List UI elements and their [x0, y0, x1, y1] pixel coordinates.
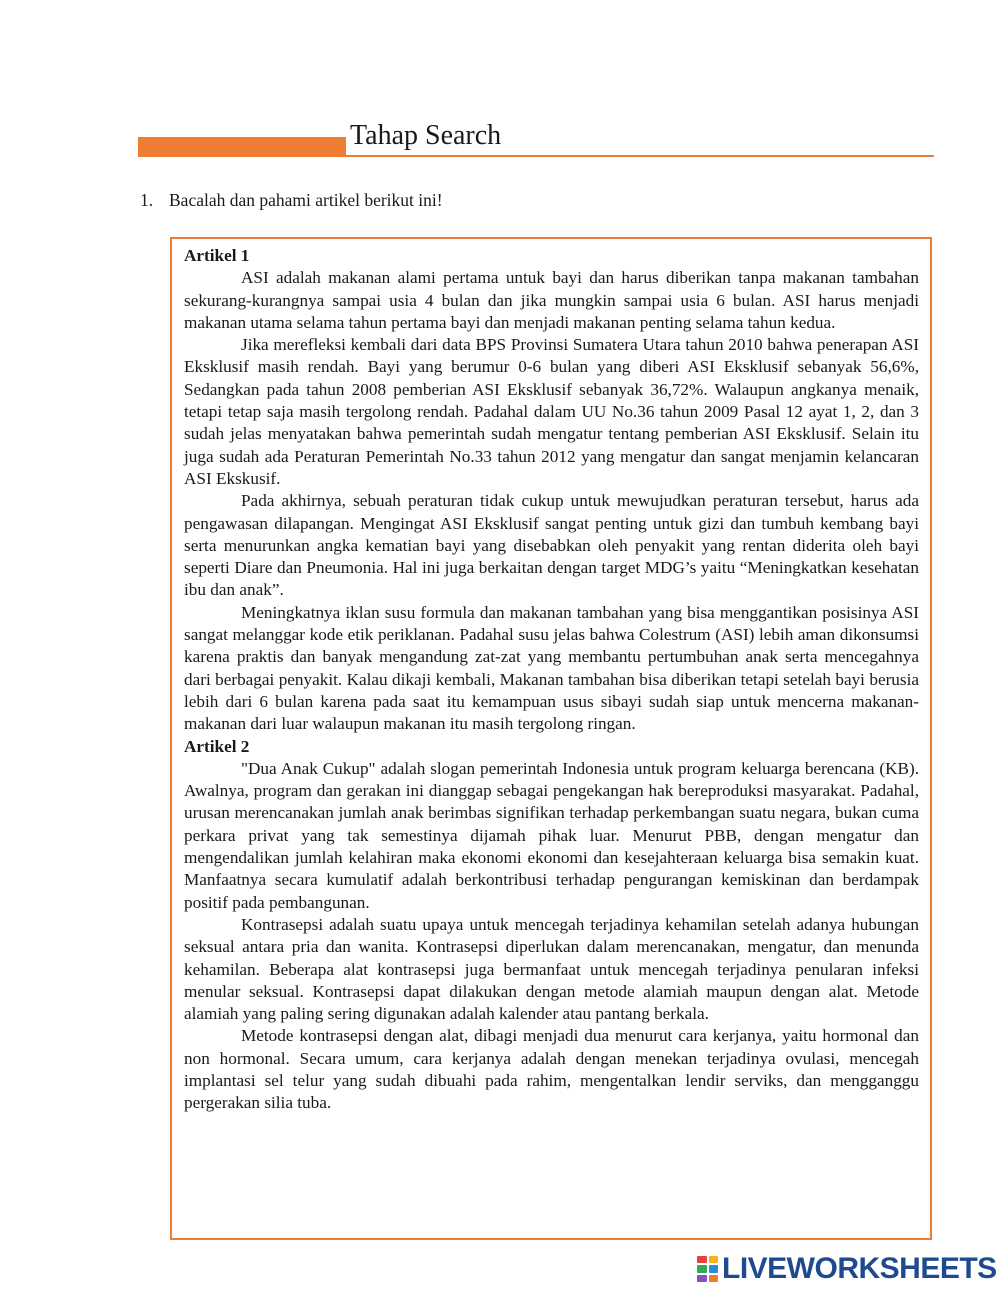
instruction-item [140, 188, 443, 212]
article-1-title: Artikel 1 [184, 246, 250, 265]
liveworksheets-logo-icon [697, 1256, 718, 1282]
article-content [184, 245, 919, 1115]
article-2-paragraph-3: Metode kontrasepsi dengan alat, dibagi menjadi dua menurut cara kerjanya, yaitu hormonal dan non hormonal. Secara umum, cara kerjanya adalah dengan menekan terjadinya ovulasi, mencegah implantasi sel telur yang sudah dibuahi pada rahim, mengentalkan lendir serviks, dan mengganggu pergerakan silia tuba. [184, 1026, 919, 1113]
brand-wordmark: LIVEWORKSHEETS [722, 1252, 997, 1285]
liveworksheets-brand [697, 1254, 997, 1284]
article-1-paragraph-4: Meningkatnya iklan susu formula dan makanan tambahan yang bisa menggantikan posisinya ASI sangat melanggar kode etik periklanan. Padahal susu jelas bahwa Colestrum (ASI) lebih aman dikonsumsi karena praktis dan banyak mengandung zat-zat yang membantu pertumbuhan anak serta mencegahnya dari berbagai penyakit. Kalau dikaji kembali, Makanan tambahan bisa diberikan tetapi setelah bayi berusia lebih dari 6 bulan karena pada saat itu kemampuan usus sibayi sudah siap untuk mencerna makanan-makanan dari luar walaupun makanan itu masih tergolong ringan. [184, 602, 919, 734]
article-2-paragraph-1: "Dua Anak Cukup" adalah slogan pemerintah Indonesia untuk program keluarga berencana (KB). Awalnya, program dan gerakan ini dianggap sebagai pengekangan hak bereproduksi masyarakat. Padahal, urusan merencanakan jumlah anak berimbas signifikan terhadap perkembangan suatu negara, bukan cuma perkara privat yang tak semestinya dijamah pihak luar. Menurut PBB, dengan mengatur dan mengendalikan jumlah kelahiran maka ekonomi ekonomi dan kesejahteraan keluarga bisa semakin kuat. Manfaatnya secara kumulatif adalah berkontribusi terhadap pengurangan kemiskinan dan berdampak positif pada pembangunan. [184, 758, 919, 912]
header-accent-bar [138, 137, 346, 157]
article-2 [184, 736, 919, 1115]
page-title: Tahap Search [350, 120, 502, 151]
instruction-number: 1. [140, 190, 154, 210]
instruction-text: Bacalah dan pahami artikel berikut ini! [169, 190, 443, 210]
header-underline [346, 155, 934, 157]
article-2-paragraph-2: Kontrasepsi adalah suatu upaya untuk mencegah terjadinya kehamilan setelah adanya hubungan seksual antara pria dan wanita. Kontrasepsi diperlukan dalam merencanakan, mengatur, dan menunda kehamilan. Beberapa alat kontrasepsi juga bermanfaat untuk mencegah terjadinya penularan infeksi menular seksual. Kontrasepsi dapat dilakukan dengan metode alamiah maupun dengan alat. Metode alamiah yang paling sering digunakan adalah kalender atau pantang berkala. [184, 914, 919, 1024]
article-1-paragraph-3: Pada akhirnya, sebuah peraturan tidak cukup untuk mewujudkan peraturan tersebut, harus ada pengawasan dilapangan. Mengingat ASI Eksklusif sangat penting untuk gizi dan tumbuh kembang bayi serta menurunkan angka kematian bayi yang disebabkan oleh penyakit yang rentan diderita oleh bayi seperti Diare dan Pneumonia. Hal ini juga berkaitan dengan target MDG’s yaitu “Meningkatkan kesehatan ibu dan anak”. [184, 491, 919, 600]
article-1 [184, 245, 919, 736]
article-1-paragraph-1: ASI adalah makanan alami pertama untuk bayi dan harus diberikan tanpa makanan tambahan sekurang-kurangnya sampai usia 4 bulan dan jika mungkin sampai usia 6 bulan. ASI harus menjadi makanan utama selama tahun pertama bayi dan menjadi makanan penting selama tahun kedua. [184, 268, 919, 332]
article-1-paragraph-2: Jika merefleksi kembali dari data BPS Provinsi Sumatera Utara tahun 2010 bahwa penerapan ASI Eksklusif masih rendah. Bayi yang berumur 0-6 bulan yang diberi ASI Eksklusif sebanyak 56,6%, Sedangkan pada tahun 2008 pemberian ASI Eksklusif sebanyak 36,72%. Walaupun angkanya menaik, tetapi tetap saja masih tergolong rendah. Padahal dalam UU No.36 tahun 2009 Pasal 12 ayat 1, 2, dan 3 sudah jelas menyatakan bahwa pemerintah sudah mengatur tentang pemberian ASI Eksklusif. Selain itu juga sudah ada Peraturan Pemerintah No.33 tahun 2012 yang mengatur dan sangat menjamin kelancaran ASI Ekskusif. [184, 335, 919, 488]
article-2-title: Artikel 2 [184, 736, 250, 756]
